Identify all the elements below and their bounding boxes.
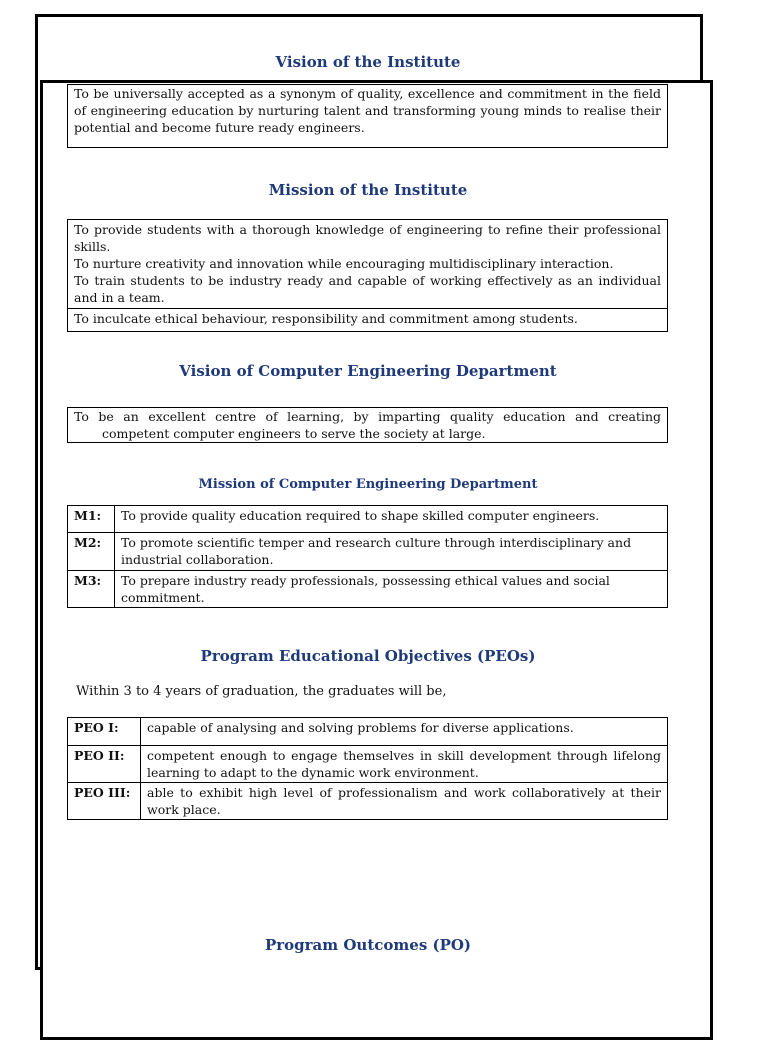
vision-department-title: Vision of Computer Engineering Department [179, 362, 557, 380]
mission-text: To promote scientific temper and research culture through interdisciplinary and industrial collaboration. [115, 533, 668, 571]
table-row [68, 783, 668, 820]
vision-department-text: To be an excellent centre of learning, by imparting quality education and creating competent computer engineers to serve the society at large. [74, 409, 661, 441]
peo-intro: Within 3 to 4 years of graduation, the graduates will be, [76, 684, 447, 699]
mission-department-title: Mission of Computer Engineering Department [198, 477, 538, 492]
vision-institute-box [67, 84, 668, 148]
vision-institute-title: Vision of the Institute [275, 53, 461, 71]
peo-title: Program Educational Objectives (PEOs) [200, 647, 536, 665]
mission-label: M3: [68, 571, 115, 608]
mission-text: To prepare industry ready professionals, possessing ethical values and social commitment. [115, 571, 668, 608]
peo-text: able to exhibit high level of professionalism and work collaboratively at their work place. [141, 783, 668, 820]
mission-institute-item: To inculcate ethical behaviour, responsibility and commitment among students. [68, 308, 667, 327]
vision-institute-text: To be universally accepted as a synonym of quality, excellence and commitment in the field of engineering education by nurturing talent and transforming young minds to realise their potential and become future ready engineers. [74, 86, 661, 135]
table-row [68, 506, 668, 533]
peo-table [67, 717, 668, 820]
peo-label: PEO III: [68, 783, 141, 820]
mission-institute-item: To nurture creativity and innovation while encouraging multidisciplinary interaction. [74, 256, 614, 271]
table-row [68, 718, 668, 746]
table-row [68, 533, 668, 571]
peo-text: capable of analysing and solving problems for diverse applications. [141, 718, 668, 746]
mission-label: M1: [68, 506, 115, 533]
mission-institute-item: To provide students with a thorough knowledge of engineering to refine their professional skills. [74, 222, 661, 254]
mission-department-table [67, 505, 668, 608]
mission-institute-item: To train students to be industry ready and capable of working effectively as an individual and in a team. [74, 273, 661, 305]
table-row [68, 571, 668, 608]
vision-department-box [67, 407, 668, 443]
peo-label: PEO II: [68, 746, 141, 783]
po-title: Program Outcomes (PO) [264, 936, 472, 954]
mission-institute-title: Mission of the Institute [268, 181, 468, 199]
mission-text: To provide quality education required to shape skilled computer engineers. [115, 506, 668, 533]
mission-institute-box [67, 219, 668, 332]
peo-text: competent enough to engage themselves in skill development through lifelong learning to adapt to the dynamic work environment. [141, 746, 668, 783]
mission-label: M2: [68, 533, 115, 571]
table-row [68, 746, 668, 783]
peo-label: PEO I: [68, 718, 141, 746]
